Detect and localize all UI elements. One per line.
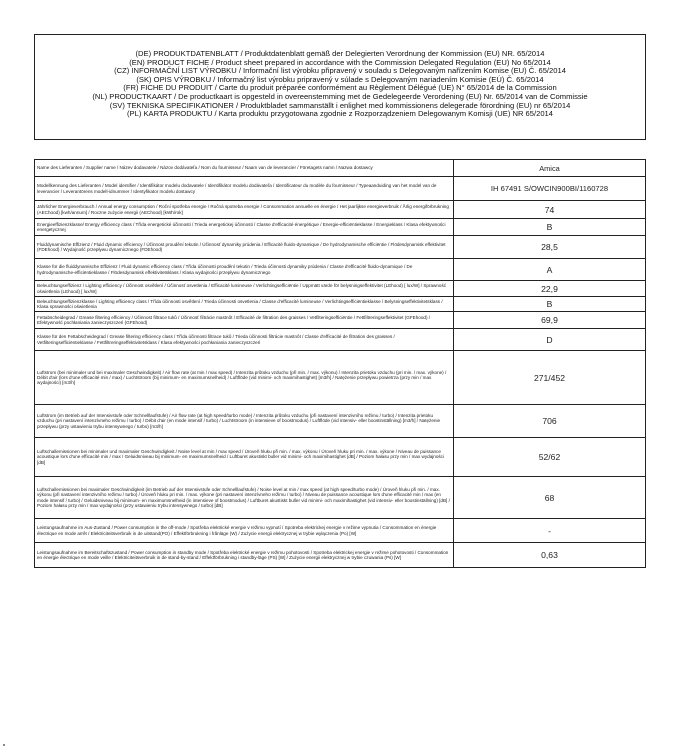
row-label: Leistungsaufnahme im Aus-Zustand / Power consumption in the off-mode / Spotřeba elektrické energie v režimu vypnutí / Spotreba elektrickej energie v režime vypnutia / Consommation en énergie électrique en mode arrêt / Elektriciteitsverbruik in de uitstand(PO) / Effektförbrukning i frånläge (W) / Zużycie energii elektrycznej w trybie wyłączenia (Po) [W] — [35, 519, 454, 543]
row-label: Fettabscheidegrad / Grease filtering efficiency / Účinnost filtrace tuků / Účinnosť filtrácie mastnôt / Efficacité de filtration des graisses / Vetfilteringsefficiëntie / Fettfiltreringseffektivitet (GFEhood) / Efektywność pochłaniania zanieczyszczeń (GFEhood) — [35, 312, 454, 329]
row-value: - — [454, 519, 646, 543]
row-value: IH 67491 S/OWCIN900BI/1160728 — [454, 177, 646, 201]
row-value: B — [454, 219, 646, 236]
row-label: Energieeffizienzklasse/ Energy efficiency class / Třída energetické účinnosti / Trieda energetickej účinnosti / Classe d'efficacité énergétique / Energie-efficiëntieklasse / Energieklass / Klasa efektywności energetycznej — [35, 219, 454, 236]
row-label: Modellkennung des Lieferanten / Model identifier / Identifikátor modelu dodavatele / Identifikátor modelu dodávateľa / Identificateur du modèle du fournisseur / Typeaanduiding van het model van de leverancier / Leverantörens modell-idnummer / Identyfikator modelu dostawcy — [35, 177, 454, 201]
row-label: Luftschallemissionen bei maximaler Geschwindigkeit (im Betrieb auf der Intensivstufe oder Schnelllaufstufe) / Noise level at min / max speed (at high speed/turbo mode) / Úroveň hluku při min. / max. výkonu (při nastavení intenzivního režimu / turbo) / Úroveň hluku pri min. / max. výkone (pri nastavení intenzívneho režimu / turbo) / Niveau de puissance acoustique lors d'une efficacité min / max (en mode intensif / turbo) / Geluidsniveau bij minimum- en maximumsnelheid (in intensieve of boostmodus) / Luftburet akustiskt buller vid minimi- och maximihastighet (vid intensiv- eller boostinställning) [dB] / Poziom hałasu przy min / max wydajności (przy ustawieniu trybu intensywnego / turbo) [dB] — [35, 477, 454, 519]
row-label: Beleuchtungseffizienz / Lighting efficiency / Účinnost osvětlení / Účinnosť osvetlenia / Efficacité lumineuse / Verlichtingsefficiëntie / Uppmätt värde för belysningseffektivitet (LEhood) [ lux/W] / Sprawność oświetlenia (LEhood) [ lux/W] — [35, 281, 454, 297]
row-label: Leistungsaufnahme im Bereitschaftszustand / Power consumption in standby mode / Spotřeba elektrické energie v režimu pohotovosti / Spotreba elektrickej energie v režime pohotovosti / Consommation en énergie électrique en mode veille / Elektriciteitsverbruik in de stand-by-stand / Effektförbrukning i standby-läge (PS) [W] / Zużycie energii elektrycznej w trybie czuwania (Ps) [W] — [35, 543, 454, 568]
header-line-sk: (SK) OPIS VÝROBKU / Informačný list výrobku pripravený v súlade s Delegovaným nariadením Komisie (EÚ) Č. 65/2014 — [136, 74, 544, 84]
header-line-pl: (PL) KARTA PRODUKTU / Karta produktu przygotowana zgodnie z Rozporządzeniem Delegowanym Komisji (UE) NR 65/2014 — [127, 109, 553, 119]
row-noise-min-max — [35, 438, 646, 477]
row-noise-turbo — [35, 477, 646, 519]
header-line-cz: (CZ) INFORMAČNÍ LIST VÝROBKU / Informační list výrobku připravený v souladu s Delegovaným nařízením Komise (EU) Č. 65/2014 — [114, 66, 566, 76]
row-lighting-class — [35, 297, 646, 312]
row-air-flow-turbo — [35, 405, 646, 438]
row-label: Beleuchtungseffizienzklasse / Lighting efficiency class / Třída účinnosti osvětlení / Trieda účinnosti osvetlenia / Classe d'efficacité lumineuse / Verlichtingsefficiëntieklasse / Belysningseffektivitetsklass / Klasa sprawności oświetlenia — [35, 297, 454, 312]
row-label: Fluiddynamische Effizienz / Fluid dynamic efficiency / Účinnost proudění tekutin / Účinnosť dynamiky prúdenia / Efficacité fluido-dynamique / De hydrodynamische efficiëntie / Flödesdynamisk effektivitet (FDEhood) / Wydajność przepływu dynamicznego (FDEhood) — [35, 236, 454, 259]
row-value: 22,9 — [454, 281, 646, 297]
row-value: B — [454, 297, 646, 312]
row-label: Jährlicher Energieverbrauch / Annual energy consumption / Roční spotřeba energie / Ročná spotreba energie / Consommation annuelle en énergie / Het jaarlijkse energieverbruik / Årlig energiförbrukning (AEChood) [kwh/annum] / Roczne zużycie energii (AEChood) [kWh/rok] — [35, 201, 454, 219]
row-power-standby — [35, 543, 646, 568]
regulation-header — [34, 34, 646, 140]
row-power-off-mode — [35, 519, 646, 543]
row-annual-energy — [35, 201, 646, 219]
row-value: 68 — [454, 477, 646, 519]
row-label: Luftstrom (bei minimaler und bei maximaler Geschwindigkeit) / Air flow rate (at min / max speed) / Intenzita průtoku vzduchu (při min. / max. výkonu) / Intenzita prietoku vzduchu (pri min. / max. výkone) / Débit d'air (lors d'une efficacité min / max) / Luchtstroom (bij minimum- en maximumsnelheid) / Luftflöde (vid minimi- och maximihastighet) [m3/h] / Natężenie przepływu powietrza (przy min / max wydajności) [m3/h] — [35, 351, 454, 405]
row-value: Amica — [454, 160, 646, 177]
header-line-en: (EN) PRODUCT FICHE / Product sheet prepared in accordance with the Commission Delegated Regulation (EU) No 65/2014 — [129, 57, 551, 67]
row-energy-class — [35, 219, 646, 236]
row-fluid-dynamic-efficiency — [35, 236, 646, 259]
row-value: 28,5 — [454, 236, 646, 259]
row-value: 74 — [454, 201, 646, 219]
row-fluid-dynamic-class — [35, 259, 646, 281]
header-line-sv: (SV) TEKNISKA SPECIFIKATIONER / Produktbladet sammanställt i enlighet med kommissionens delegerade förordning (EU) nr 65/2014 — [109, 100, 571, 110]
row-label: Luftstrom (im Betrieb auf der Intensivstufe oder Schnelllaufstufe) / Air flow rate (at high speed/turbo mode) / Intenzita průtoku vzduchu (při nastavení intenzivního režimu / turbo) / Intenzita prietoku vzduchu (pri nastavení intenzívneho režimu / turbo) / Débit d'air (en mode intensif / turbo) / Luchtstroom (in intensieve of boostmodus) / Luftflöde (vid intensiv- eller boostinställning) [m3/h] / Natężenie przepływu (przy ustawieniu trybu intensywnego / turbo) [m3/h] — [35, 405, 454, 438]
row-value: A — [454, 259, 646, 281]
row-label: Luftschallemissionen bei minimaler und maximaler Geschwindigkeit / Noise level at min / max speed / Úroveň hluku při min. / max. výkonu / Úroveň hluku pri min. / max. výkone / Niveau de puissance acoustique lors d'une efficacité min / max / Geluidsniveau bij minimum- en maximumsnelheid / Luftburet akustiskt buller vid minimi- och maximihastighet [dB] / Poziom hałasu przy min / max wydajności [dB] — [35, 438, 454, 477]
header-line-nl: (NL) PRODUCTKAART / De productkaart is opgesteld in overeenstemming met de Gedelegeerde Verordening (EU) Nr. 65/2014 van de Commissie — [92, 91, 588, 101]
header-line-de: (DE) PRODUKTDATENBLATT / Produktdatenblatt gemäß der Delegierten Verordnung der Kommission (EU) NR. 65/2014 — [135, 49, 545, 58]
row-value: 52/62 — [454, 438, 646, 477]
row-model-identifier — [35, 177, 646, 201]
page-corner-mark — [3, 744, 5, 746]
row-lighting-efficiency — [35, 281, 646, 297]
row-value: 706 — [454, 405, 646, 438]
row-value: 69,9 — [454, 312, 646, 329]
product-fiche-table — [34, 159, 646, 568]
row-value: D — [454, 329, 646, 351]
row-label: Klasse für den Fettabscheidegrad / Grease filtering efficiency class / Třída účinnosti filtrace tuků / Trieda účinnosti filtrácie mastnôt / Classe d'efficacité de filtration des graisses / Vetfilteringsefficiëntieklasse / Fettfiltreringseffektivitetsklass / Klasa efektywności pochłaniania zanieczyszczeń — [35, 329, 454, 351]
row-value: 271/452 — [454, 351, 646, 405]
row-grease-class — [35, 329, 646, 351]
row-grease-efficiency — [35, 312, 646, 329]
row-label: Name des Lieferanten / Supplier name / Název dodavatele / Názov dodávateľa / Nom du fournisseur / Naam van de leverancier / Företagets namn / Nazwa dostawcy — [35, 160, 454, 177]
row-value: 0,63 — [454, 543, 646, 568]
header-line-fr: (FR) FICHE DU PRODUIT / Carte du produit préparée conformément au Règlement Délégué (UE) N° 65/2014 de la Commission — [123, 83, 557, 93]
row-supplier-name — [35, 160, 646, 177]
row-label: Klasse für die fluiddynamische Effizienz / Fluid dynamic efficiency class / Třída účinnosti proudění tekutin / Trieda účinnosti dynamiky prúdenia / Classe d'efficacité fluido-dynamique / De hydrodynamische-efficiëntieklasse / Flödesdynamisk effektivitetsklass / Klasa wydajności przepływu dynamicznego — [35, 259, 454, 281]
row-air-flow-min-max — [35, 351, 646, 405]
